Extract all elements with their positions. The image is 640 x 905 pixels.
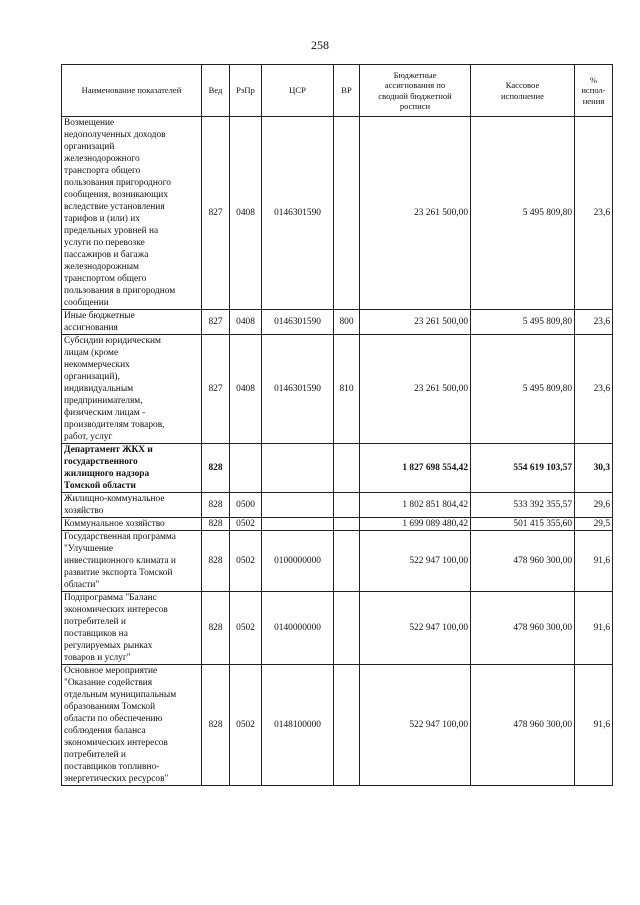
row-cash-execution: 5 495 809,80 xyxy=(471,117,575,310)
row-rzpr: 0502 xyxy=(230,531,262,592)
row-assignments: 522 947 100,00 xyxy=(360,665,471,786)
row-vr xyxy=(334,531,360,592)
header-rzpr: РзПр xyxy=(230,65,262,117)
row-cash-execution: 5 495 809,80 xyxy=(471,335,575,444)
row-assignments: 23 261 500,00 xyxy=(360,310,471,335)
row-vr xyxy=(334,665,360,786)
row-name: Возмещение недополученных доходов организаций железнодорожного транспорта общего пользования пригородного сообщения, возникающих вследствие установления тарифов и (или) их предельных уровней на услуги по перевозке пассажиров и багажа железнодорожным транспортом общего пользования в пригородном сообщении xyxy=(62,117,202,310)
row-cash-execution: 5 495 809,80 xyxy=(471,310,575,335)
table-row xyxy=(62,335,613,444)
row-csr xyxy=(262,518,334,531)
table-row xyxy=(62,592,613,665)
row-name: Коммунальное хозяйство xyxy=(62,518,202,531)
row-csr: 0100000000 xyxy=(262,531,334,592)
row-csr xyxy=(262,493,334,518)
table-row xyxy=(62,117,613,310)
table-row xyxy=(62,665,613,786)
row-vr xyxy=(334,117,360,310)
row-percent: 91,6 xyxy=(575,592,613,665)
row-name: Жилищно-коммунальное хозяйство xyxy=(62,493,202,518)
row-cash-execution: 533 392 355,57 xyxy=(471,493,575,518)
row-assignments: 1 802 851 804,42 xyxy=(360,493,471,518)
row-percent: 91,6 xyxy=(575,531,613,592)
header-cash-execution: Кассовое исполнение xyxy=(471,65,575,117)
table-row xyxy=(62,493,613,518)
row-name: Иные бюджетные ассигнования xyxy=(62,310,202,335)
row-percent: 23,6 xyxy=(575,335,613,444)
row-rzpr: 0502 xyxy=(230,518,262,531)
row-ved: 827 xyxy=(202,310,230,335)
row-percent: 30,3 xyxy=(575,444,613,493)
row-name: Подпрограмма "Баланс экономических интересов потребителей и поставщиков на регулируемых рынках товаров и услуг" xyxy=(62,592,202,665)
row-ved: 828 xyxy=(202,518,230,531)
row-csr: 0146301590 xyxy=(262,335,334,444)
table-header-row xyxy=(62,65,613,117)
row-assignments: 1 827 698 554,42 xyxy=(360,444,471,493)
row-csr: 0146301590 xyxy=(262,310,334,335)
table-row xyxy=(62,444,613,493)
row-ved: 828 xyxy=(202,665,230,786)
row-percent: 29,6 xyxy=(575,493,613,518)
header-ved: Вед xyxy=(202,65,230,117)
row-assignments: 522 947 100,00 xyxy=(360,592,471,665)
row-name: Субсидии юридическим лицам (кроме некоммерческих организаций), индивидуальным предпринимателям, физическим лицам - производителям товаров, работ, услуг xyxy=(62,335,202,444)
header-percent: % испол- нения xyxy=(575,65,613,117)
row-cash-execution: 554 619 103,57 xyxy=(471,444,575,493)
page-number: 258 xyxy=(311,38,329,52)
row-name: Основное мероприятие "Оказание содействия отдельным муниципальным образованиям Томской области по обеспечению соблюдения баланса экономических интересов потребителей и поставщиков топливно- энергетических ресурсов" xyxy=(62,665,202,786)
row-vr xyxy=(334,518,360,531)
row-vr: 800 xyxy=(334,310,360,335)
row-vr xyxy=(334,592,360,665)
row-percent: 23,6 xyxy=(575,117,613,310)
row-rzpr: 0408 xyxy=(230,117,262,310)
row-assignments: 23 261 500,00 xyxy=(360,117,471,310)
budget-execution-table xyxy=(61,64,613,786)
row-ved: 828 xyxy=(202,531,230,592)
row-percent: 91,6 xyxy=(575,665,613,786)
row-cash-execution: 478 960 300,00 xyxy=(471,531,575,592)
row-name: Государственная программа "Улучшение инвестиционного климата и развитие экспорта Томской области" xyxy=(62,531,202,592)
row-vr xyxy=(334,493,360,518)
row-ved: 828 xyxy=(202,592,230,665)
row-percent: 29,5 xyxy=(575,518,613,531)
table-row xyxy=(62,518,613,531)
row-vr: 810 xyxy=(334,335,360,444)
row-ved: 827 xyxy=(202,117,230,310)
row-assignments: 522 947 100,00 xyxy=(360,531,471,592)
row-ved: 828 xyxy=(202,493,230,518)
row-csr: 0140000000 xyxy=(262,592,334,665)
row-rzpr: 0500 xyxy=(230,493,262,518)
row-cash-execution: 478 960 300,00 xyxy=(471,665,575,786)
row-percent: 23,6 xyxy=(575,310,613,335)
row-vr xyxy=(334,444,360,493)
row-csr xyxy=(262,444,334,493)
header-csr: ЦСР xyxy=(262,65,334,117)
row-assignments: 1 699 089 480,42 xyxy=(360,518,471,531)
row-cash-execution: 478 960 300,00 xyxy=(471,592,575,665)
row-ved: 828 xyxy=(202,444,230,493)
row-rzpr: 0408 xyxy=(230,310,262,335)
row-rzpr: 0408 xyxy=(230,335,262,444)
header-vr: ВР xyxy=(334,65,360,117)
header-assignments: Бюджетные ассигнования по сводной бюджетной росписи xyxy=(360,65,471,117)
header-name: Наименование показателей xyxy=(62,65,202,117)
row-assignments: 23 261 500,00 xyxy=(360,335,471,444)
row-rzpr xyxy=(230,444,262,493)
row-rzpr: 0502 xyxy=(230,592,262,665)
row-rzpr: 0502 xyxy=(230,665,262,786)
row-csr: 0148100000 xyxy=(262,665,334,786)
table-row xyxy=(62,310,613,335)
row-ved: 827 xyxy=(202,335,230,444)
row-csr: 0146301590 xyxy=(262,117,334,310)
row-cash-execution: 501 415 355,60 xyxy=(471,518,575,531)
table-row xyxy=(62,531,613,592)
row-name: Департамент ЖКХ и государственного жилищного надзора Томской области xyxy=(62,444,202,493)
